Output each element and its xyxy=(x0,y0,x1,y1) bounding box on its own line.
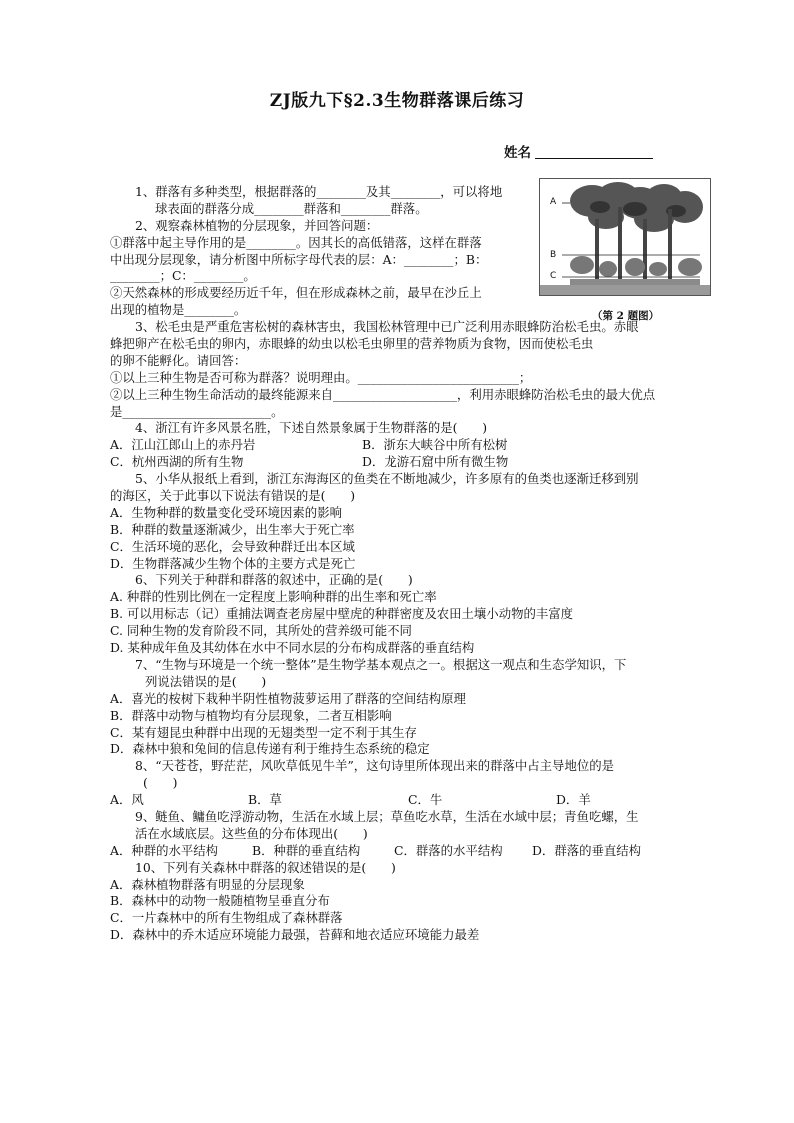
q8-option-b[interactable]: B．草 xyxy=(248,792,282,808)
q7-option-b[interactable]: B．群落中动物与植物均有分层现象，二者互相影响 xyxy=(110,707,392,723)
q8-line1: 8、“天苍苍，野茫茫，风吹草低见牛羊”，这句诗里所体现出来的群落中占主导地位的是 xyxy=(135,758,615,774)
q4-option-a[interactable]: A．江山江郎山上的赤丹岩 xyxy=(110,437,256,453)
q7-line1: 7、“生物与环境是一个统一整体”是生物学基本观点之一。根据这一观点和生态学知识，下 xyxy=(135,656,627,672)
q1-line1: 1、群落有多种类型，根据群落的________及其________，可以将地 xyxy=(135,184,503,199)
q3-line5: ②以上三种生物生命活动的最终能源来自____________________，利用赤眼蜂防治松毛虫的最大优点 xyxy=(110,386,656,402)
q10-option-a[interactable]: A．森林植物群落有明显的分层现象 xyxy=(110,876,305,892)
q5-line2: 的海区，关于此事以下说法有错误的是( ) xyxy=(110,488,356,504)
q9-option-c[interactable]: C．群落的水平结构 xyxy=(394,842,503,858)
q8-option-a[interactable]: A．风 xyxy=(110,792,144,808)
q3-line1: 3、松毛虫是严重危害松树的森林害虫，我国松林管理中已广泛利用赤眼蜂防治松毛虫。赤眼 xyxy=(135,319,639,335)
q8-option-d[interactable]: D．羊 xyxy=(556,792,591,808)
q4-stem: 4、浙江有许多风景名胜，下述自然景象属于生物群落的是( ) xyxy=(135,420,488,436)
q6-option-b[interactable]: B. 可以用标志（记）重捕法调查老房屋中壁虎的种群密度及农田土壤小动物的丰富度 xyxy=(110,606,574,622)
q6-stem: 6、下列关于种群和群落的叙述中，正确的是( ) xyxy=(135,572,413,588)
q2-line3: 中出现分层现象，请分析图中所标字母代表的层：A：________；B： xyxy=(110,251,488,267)
q7-option-d[interactable]: D．森林中狼和兔间的信息传递有利于维持生态系统的稳定 xyxy=(110,741,430,757)
q7-option-a[interactable]: A．喜光的桉树下栽种半阴性植物菠萝运用了群落的空间结构原理 xyxy=(110,690,466,706)
q5-option-b[interactable]: B．种群的数量逐渐减少，出生率大于死亡率 xyxy=(110,521,355,537)
figure-caption: （第 2 题图） xyxy=(592,310,660,322)
q2-line2: ①群落中起主导作用的是________。因其长的高低错落，这样在群落 xyxy=(110,234,482,250)
name-blank[interactable] xyxy=(535,145,653,159)
q2-line5: ②天然森林的形成要经历近千年，但在形成森林之前，最早在沙丘上 xyxy=(110,285,482,301)
q10-option-d[interactable]: D．森林中的乔木适应环境能力最强，苔藓和地衣适应环境能力最差 xyxy=(110,927,480,943)
q5-line1: 5、小华从报纸上看到，浙江东海海区的鱼类在不断地减少，许多原有的鱼类也逐渐迁移到别 xyxy=(135,471,639,487)
q9-line2: 活在水域底层。这些鱼的分布体现出( ) xyxy=(135,825,368,841)
page-title: ZJ版九下§2.3生物群落课后练习 xyxy=(269,91,525,111)
q3-line2: 蜂把卵产在松毛虫的卵内，赤眼蜂的幼虫以松毛虫卵里的营养物质为食物，因而使松毛虫 xyxy=(110,336,594,352)
q2-line4: ________；C：________。 xyxy=(110,268,256,284)
q7-option-c[interactable]: C．某有翅昆虫种群中出现的无翅类型一定不利于其生存 xyxy=(110,724,417,740)
q10-stem: 10、下列有关森林中群落的叙述错误的是( ) xyxy=(135,859,396,875)
q3-line6: 是________________________。 xyxy=(110,403,284,419)
q8-option-c[interactable]: C．牛 xyxy=(408,792,443,808)
figure-label-a: A xyxy=(550,197,557,207)
q6-option-c[interactable]: C. 同种生物的发育阶段不同，其所处的营养级可能不同 xyxy=(110,623,412,639)
q8-line2: ( ) xyxy=(143,775,178,791)
q5-option-c[interactable]: C．生活环境的恶化，会导致种群迁出本区域 xyxy=(110,538,355,554)
q1-line2: 球表面的群落分成________群落和________群落。 xyxy=(155,200,428,216)
q9-option-a[interactable]: A．种群的水平结构 xyxy=(110,842,219,858)
q9-line1: 9、鲢鱼、鳙鱼吃浮游动物，生活在水域上层；草鱼吃水草，生活在水域中层；青鱼吃螺，生 xyxy=(135,808,639,824)
name-label: 姓名 xyxy=(504,145,531,161)
figure-label-c: C xyxy=(550,271,557,281)
q4-option-c[interactable]: C．杭州西湖的所有生物 xyxy=(110,454,244,470)
q9-option-b[interactable]: B．种群的垂直结构 xyxy=(252,842,361,858)
q3-line3: 的卵不能孵化。请回答： xyxy=(110,352,247,368)
q3-line4: ①以上三种生物是否可称为群落？说明理由。__________________________； xyxy=(110,369,532,385)
q5-option-d[interactable]: D．生物群落减少生物个体的主要方式是死亡 xyxy=(110,555,356,571)
q2-line6: 出现的植物是________。 xyxy=(110,302,247,318)
q10-option-b[interactable]: B．森林中的动物一般随植物呈垂直分布 xyxy=(110,893,330,909)
q6-option-d[interactable]: D. 某种成年鱼及其幼体在水中不同水层的分布构成群落的垂直结构 xyxy=(110,640,475,656)
q5-option-a[interactable]: A．生物种群的数量变化受环境因素的影响 xyxy=(110,504,342,520)
q6-option-a[interactable]: A. 种群的性别比例在一定程度上影响种群的出生率和死亡率 xyxy=(110,589,437,605)
name-field[interactable] xyxy=(504,141,653,161)
q4-option-d[interactable]: D．龙游石窟中所有微生物 xyxy=(362,454,509,470)
q9-option-d[interactable]: D．群落的垂直结构 xyxy=(532,842,642,858)
q2-line1: 2、观察森林植物的分层现象，并回答问题： xyxy=(135,217,379,233)
figure-label-b: B xyxy=(550,250,557,260)
q4-option-b[interactable]: B．浙东大峡谷中所有松树 xyxy=(362,437,508,453)
question-list xyxy=(110,184,675,944)
q10-option-c[interactable]: C．一片森林中的所有生物组成了森林群落 xyxy=(110,910,343,926)
q7-line2: 列说法错误的是( ) xyxy=(145,673,267,689)
